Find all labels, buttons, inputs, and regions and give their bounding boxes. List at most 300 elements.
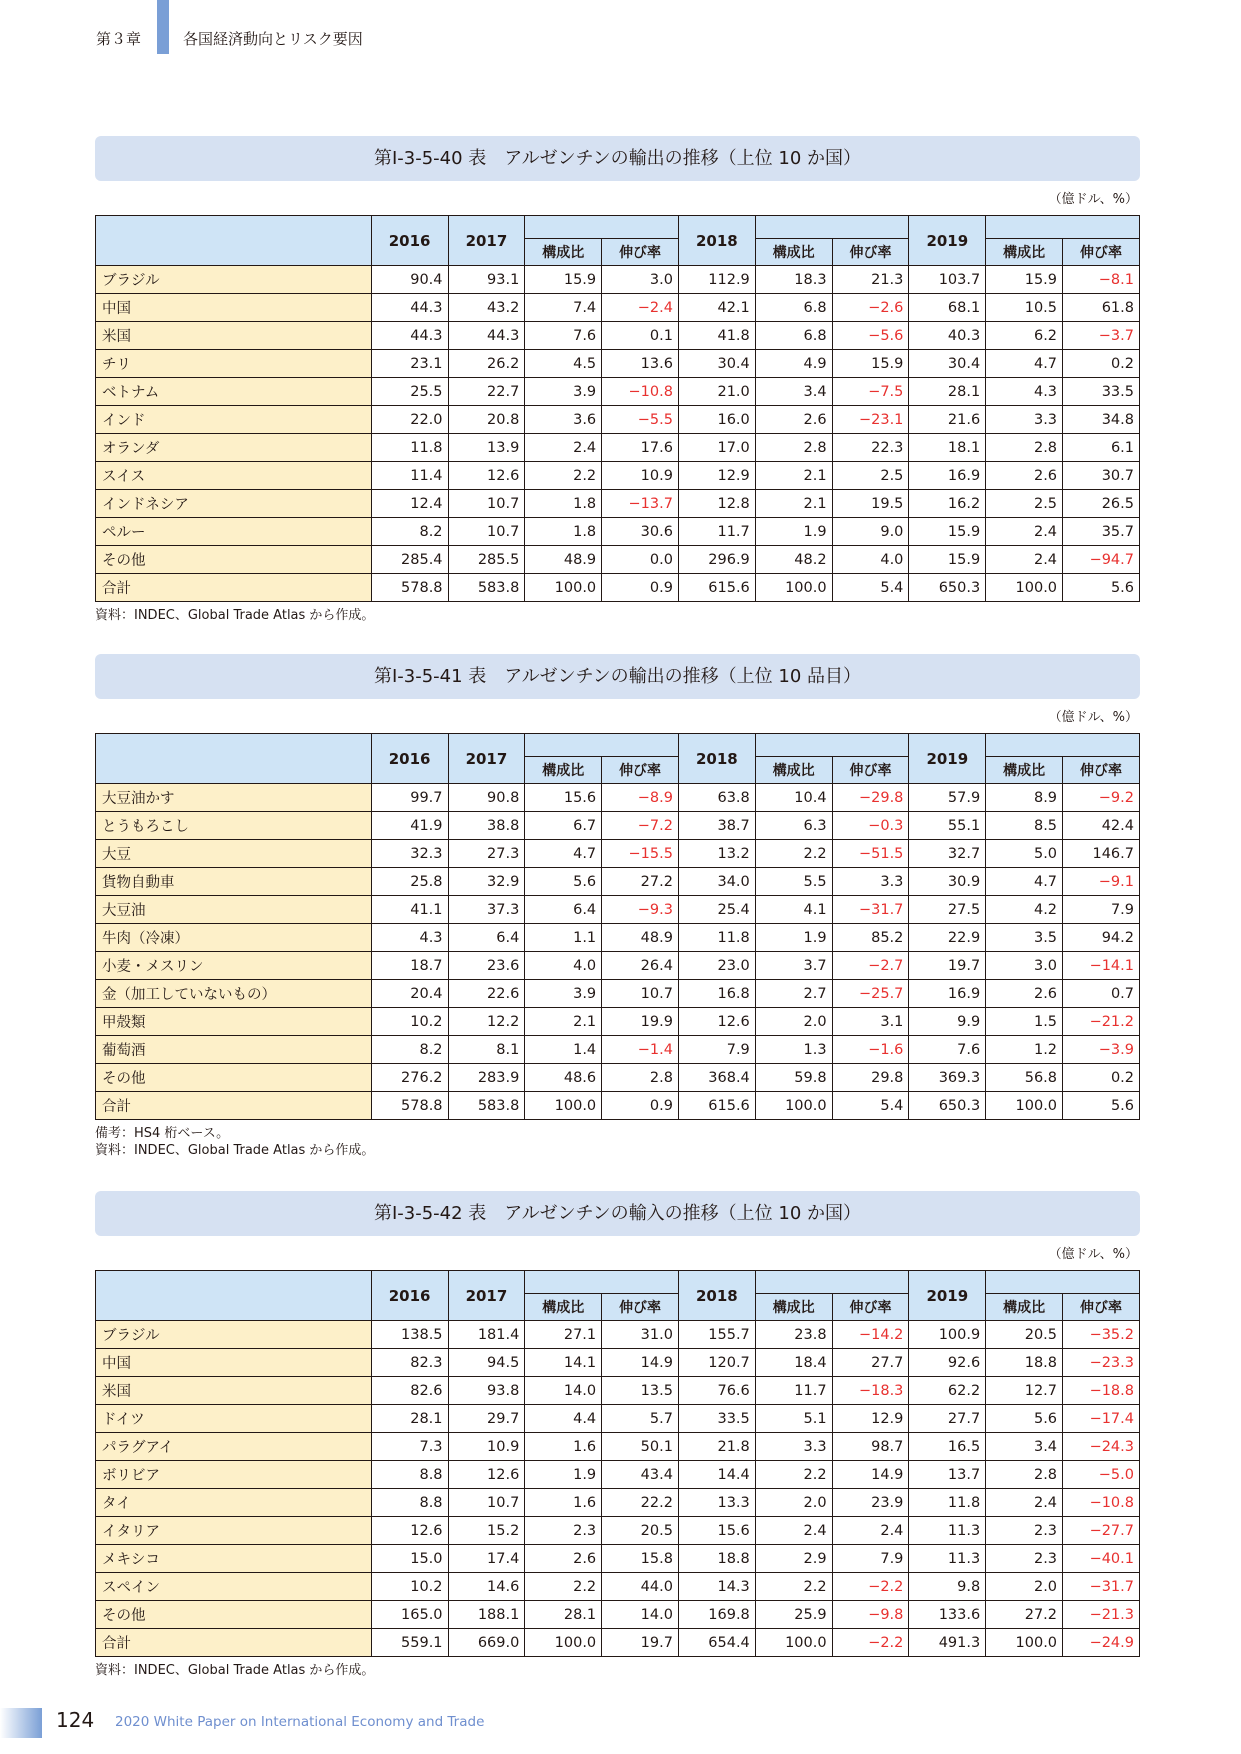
data-cell: 32.3 xyxy=(371,840,448,868)
row-label: ブラジル xyxy=(96,266,372,294)
data-cell: 2.6 xyxy=(755,406,832,434)
data-cell: −29.8 xyxy=(832,784,909,812)
data-cell: 2.0 xyxy=(755,1489,832,1517)
header-spacer xyxy=(755,1271,909,1294)
row-label: ベトナム xyxy=(96,378,372,406)
data-cell: 615.6 xyxy=(678,574,755,602)
share-header: 構成比 xyxy=(986,239,1063,266)
data-cell: 4.1 xyxy=(755,896,832,924)
data-cell: 7.6 xyxy=(909,1036,986,1064)
data-cell: −13.7 xyxy=(602,490,679,518)
data-cell: 2.6 xyxy=(525,1545,602,1573)
data-cell: 1.2 xyxy=(986,1036,1063,1064)
data-cell: 25.5 xyxy=(371,378,448,406)
data-cell: 30.4 xyxy=(909,350,986,378)
data-cell: 23.6 xyxy=(448,952,525,980)
data-cell: 17.0 xyxy=(678,434,755,462)
data-cell: 285.4 xyxy=(371,546,448,574)
data-cell: 120.7 xyxy=(678,1349,755,1377)
table-row xyxy=(96,1349,1140,1377)
data-cell: 2.1 xyxy=(525,1008,602,1036)
table-row xyxy=(96,350,1140,378)
year-header-2019: 2019 xyxy=(909,734,986,784)
page-header xyxy=(0,0,1241,60)
data-cell: 8.1 xyxy=(448,1036,525,1064)
data-cell: 48.9 xyxy=(602,924,679,952)
data-cell: 14.3 xyxy=(678,1573,755,1601)
data-cell: 62.2 xyxy=(909,1377,986,1405)
data-cell: 57.9 xyxy=(909,784,986,812)
data-cell: 43.4 xyxy=(602,1461,679,1489)
row-label: インド xyxy=(96,406,372,434)
data-cell: −18.8 xyxy=(1063,1377,1140,1405)
data-cell: 10.7 xyxy=(448,518,525,546)
data-cell: 22.0 xyxy=(371,406,448,434)
table-row xyxy=(96,574,1140,602)
data-cell: −21.3 xyxy=(1063,1601,1140,1629)
data-cell: 6.7 xyxy=(525,812,602,840)
data-cell: 23.0 xyxy=(678,952,755,980)
data-cell: 19.9 xyxy=(602,1008,679,1036)
data-cell: 16.8 xyxy=(678,980,755,1008)
year-header-2017: 2017 xyxy=(448,216,525,266)
data-cell: 23.1 xyxy=(371,350,448,378)
data-cell: 4.2 xyxy=(986,896,1063,924)
table-row xyxy=(96,784,1140,812)
table-row xyxy=(96,294,1140,322)
table-notes xyxy=(95,1662,1140,1679)
data-cell: 285.5 xyxy=(448,546,525,574)
data-cell: 27.5 xyxy=(909,896,986,924)
data-cell: 3.3 xyxy=(755,1433,832,1461)
data-cell: 2.2 xyxy=(525,1573,602,1601)
data-cell: 0.0 xyxy=(602,546,679,574)
data-cell: 44.3 xyxy=(371,294,448,322)
growth-header: 伸び率 xyxy=(832,757,909,784)
header-spacer xyxy=(986,1271,1140,1294)
data-cell: 14.0 xyxy=(602,1601,679,1629)
header-corner-cell xyxy=(96,216,372,266)
data-cell: −17.4 xyxy=(1063,1405,1140,1433)
growth-header: 伸び率 xyxy=(602,1294,679,1321)
source-note: 資料：INDEC、Global Trade Atlas から作成。 xyxy=(95,1663,375,1678)
data-cell: 15.6 xyxy=(525,784,602,812)
data-cell: 14.9 xyxy=(832,1461,909,1489)
year-header-2019: 2019 xyxy=(909,1271,986,1321)
share-header: 構成比 xyxy=(525,239,602,266)
data-cell: 18.3 xyxy=(755,266,832,294)
share-header: 構成比 xyxy=(755,757,832,784)
data-cell: 578.8 xyxy=(371,1092,448,1120)
year-header-2019: 2019 xyxy=(909,216,986,266)
data-cell: −0.3 xyxy=(832,812,909,840)
data-cell: 559.1 xyxy=(371,1629,448,1657)
data-cell: −15.5 xyxy=(602,840,679,868)
data-cell: 30.6 xyxy=(602,518,679,546)
table-row xyxy=(96,1377,1140,1405)
data-cell: 0.9 xyxy=(602,574,679,602)
row-label: 中国 xyxy=(96,294,372,322)
table-row xyxy=(96,1573,1140,1601)
share-header: 構成比 xyxy=(525,1294,602,1321)
data-cell: 1.6 xyxy=(525,1433,602,1461)
data-cell: −24.3 xyxy=(1063,1433,1140,1461)
growth-header: 伸び率 xyxy=(832,239,909,266)
data-cell: 12.6 xyxy=(448,1461,525,1489)
data-cell: −9.8 xyxy=(832,1601,909,1629)
data-cell: 103.7 xyxy=(909,266,986,294)
data-cell: 3.9 xyxy=(525,378,602,406)
data-cell: 94.2 xyxy=(1063,924,1140,952)
data-cell: 34.0 xyxy=(678,868,755,896)
data-cell: 4.7 xyxy=(986,868,1063,896)
data-cell: 22.7 xyxy=(448,378,525,406)
data-cell: 32.7 xyxy=(909,840,986,868)
data-cell: −31.7 xyxy=(832,896,909,924)
table-notes xyxy=(95,607,1140,624)
data-cell: 28.1 xyxy=(525,1601,602,1629)
data-cell: 4.7 xyxy=(525,840,602,868)
data-cell: 41.8 xyxy=(678,322,755,350)
data-cell: 0.2 xyxy=(1063,350,1140,378)
data-cell: 1.3 xyxy=(755,1036,832,1064)
share-header: 構成比 xyxy=(755,239,832,266)
table-row xyxy=(96,546,1140,574)
data-cell: 13.5 xyxy=(602,1377,679,1405)
data-cell: 10.5 xyxy=(986,294,1063,322)
data-cell: 8.2 xyxy=(371,518,448,546)
data-cell: 98.7 xyxy=(832,1433,909,1461)
share-header: 構成比 xyxy=(986,757,1063,784)
data-cell: 14.6 xyxy=(448,1573,525,1601)
data-cell: 44.3 xyxy=(448,322,525,350)
row-label: 貨物自動車 xyxy=(96,868,372,896)
data-cell: 40.3 xyxy=(909,322,986,350)
table-row xyxy=(96,924,1140,952)
data-cell: 1.4 xyxy=(525,1036,602,1064)
table-title: 第Ⅰ-3-5-42 表 アルゼンチンの輸入の推移（上位 10 か国） xyxy=(95,1191,1140,1236)
data-cell: 16.9 xyxy=(909,462,986,490)
data-cell: 41.1 xyxy=(371,896,448,924)
data-cell: −2.7 xyxy=(832,952,909,980)
data-cell: −1.6 xyxy=(832,1036,909,1064)
data-cell: 13.6 xyxy=(602,350,679,378)
data-cell: 138.5 xyxy=(371,1321,448,1349)
data-cell: 10.7 xyxy=(448,490,525,518)
data-cell: 29.7 xyxy=(448,1405,525,1433)
data-cell: 33.5 xyxy=(1063,378,1140,406)
data-cell: 155.7 xyxy=(678,1321,755,1349)
table-row xyxy=(96,322,1140,350)
data-cell: 12.2 xyxy=(448,1008,525,1036)
data-cell: 5.6 xyxy=(1063,1092,1140,1120)
data-cell: 76.6 xyxy=(678,1377,755,1405)
data-cell: 44.3 xyxy=(371,322,448,350)
source-note: 資料：INDEC、Global Trade Atlas から作成。 xyxy=(95,608,375,623)
data-cell: 2.4 xyxy=(832,1517,909,1545)
data-cell: 11.3 xyxy=(909,1517,986,1545)
data-cell: 491.3 xyxy=(909,1629,986,1657)
data-cell: 93.8 xyxy=(448,1377,525,1405)
data-cell: 12.7 xyxy=(986,1377,1063,1405)
data-cell: 2.0 xyxy=(986,1573,1063,1601)
data-cell: 35.7 xyxy=(1063,518,1140,546)
data-cell: 37.3 xyxy=(448,896,525,924)
header-spacer xyxy=(986,734,1140,757)
data-cell: 112.9 xyxy=(678,266,755,294)
table-row xyxy=(96,1405,1140,1433)
data-cell: −5.5 xyxy=(602,406,679,434)
data-cell: 3.1 xyxy=(832,1008,909,1036)
data-cell: 583.8 xyxy=(448,1092,525,1120)
data-cell: −51.5 xyxy=(832,840,909,868)
data-cell: −9.3 xyxy=(602,896,679,924)
data-cell: 10.4 xyxy=(755,784,832,812)
data-cell: 2.5 xyxy=(832,462,909,490)
data-cell: 3.0 xyxy=(986,952,1063,980)
data-cell: 1.5 xyxy=(986,1008,1063,1036)
data-cell: 15.9 xyxy=(909,546,986,574)
data-cell: 48.6 xyxy=(525,1064,602,1092)
data-cell: 5.5 xyxy=(755,868,832,896)
data-cell: 18.8 xyxy=(678,1545,755,1573)
data-cell: 1.9 xyxy=(755,924,832,952)
data-cell: −9.1 xyxy=(1063,868,1140,896)
data-cell: 94.5 xyxy=(448,1349,525,1377)
data-cell: 16.0 xyxy=(678,406,755,434)
data-cell: −8.9 xyxy=(602,784,679,812)
data-cell: 0.1 xyxy=(602,322,679,350)
data-cell: 578.8 xyxy=(371,574,448,602)
row-label: スイス xyxy=(96,462,372,490)
header-spacer xyxy=(986,216,1140,239)
data-cell: 5.6 xyxy=(986,1405,1063,1433)
table-block-exports-countries xyxy=(95,136,1140,624)
data-cell: 165.0 xyxy=(371,1601,448,1629)
data-cell: 23.9 xyxy=(832,1489,909,1517)
data-cell: 27.1 xyxy=(525,1321,602,1349)
data-cell: 5.6 xyxy=(525,868,602,896)
data-cell: 16.5 xyxy=(909,1433,986,1461)
data-cell: 100.0 xyxy=(986,574,1063,602)
data-cell: 2.2 xyxy=(755,840,832,868)
data-cell: 13.3 xyxy=(678,1489,755,1517)
data-cell: 18.4 xyxy=(755,1349,832,1377)
data-cell: −10.8 xyxy=(1063,1489,1140,1517)
data-cell: 93.1 xyxy=(448,266,525,294)
data-cell: 3.5 xyxy=(986,924,1063,952)
row-label: 大豆油 xyxy=(96,896,372,924)
data-cell: 12.9 xyxy=(832,1405,909,1433)
data-cell: 11.8 xyxy=(371,434,448,462)
data-cell: 15.8 xyxy=(602,1545,679,1573)
table-row xyxy=(96,1601,1140,1629)
share-header: 構成比 xyxy=(525,757,602,784)
data-cell: 5.1 xyxy=(755,1405,832,1433)
row-label: その他 xyxy=(96,1601,372,1629)
data-cell: −5.6 xyxy=(832,322,909,350)
data-cell: 27.2 xyxy=(602,868,679,896)
data-cell: 14.9 xyxy=(602,1349,679,1377)
data-cell: 13.2 xyxy=(678,840,755,868)
data-cell: 10.9 xyxy=(602,462,679,490)
table-row xyxy=(96,1092,1140,1120)
row-label: 金（加工していないもの） xyxy=(96,980,372,1008)
data-cell: 0.7 xyxy=(1063,980,1140,1008)
chapter-title: 各国経済動向とリスク要因 xyxy=(183,30,363,48)
row-label: イタリア xyxy=(96,1517,372,1545)
row-label: チリ xyxy=(96,350,372,378)
data-cell: 11.3 xyxy=(909,1545,986,1573)
data-cell: 181.4 xyxy=(448,1321,525,1349)
footer-text: 2020 White Paper on International Economy and Trade xyxy=(115,1714,485,1730)
data-cell: 5.7 xyxy=(602,1405,679,1433)
data-table xyxy=(95,215,1140,602)
data-cell: 16.2 xyxy=(909,490,986,518)
data-cell: 10.2 xyxy=(371,1573,448,1601)
row-label: 小麦・メスリン xyxy=(96,952,372,980)
header-spacer xyxy=(525,734,679,757)
data-cell: 11.7 xyxy=(755,1377,832,1405)
growth-header: 伸び率 xyxy=(1063,239,1140,266)
data-cell: 2.2 xyxy=(755,1573,832,1601)
data-cell: 6.3 xyxy=(755,812,832,840)
row-label: 米国 xyxy=(96,322,372,350)
data-cell: 1.9 xyxy=(525,1461,602,1489)
table-row xyxy=(96,1321,1140,1349)
data-cell: 4.9 xyxy=(755,350,832,378)
data-cell: 20.8 xyxy=(448,406,525,434)
data-cell: 12.4 xyxy=(371,490,448,518)
table-row xyxy=(96,406,1140,434)
data-cell: 22.3 xyxy=(832,434,909,462)
row-label: タイ xyxy=(96,1489,372,1517)
data-cell: 8.8 xyxy=(371,1489,448,1517)
data-cell: 17.6 xyxy=(602,434,679,462)
data-cell: 30.9 xyxy=(909,868,986,896)
data-cell: −35.2 xyxy=(1063,1321,1140,1349)
header-row-years xyxy=(96,734,1140,757)
data-cell: 2.4 xyxy=(755,1517,832,1545)
data-cell: 4.5 xyxy=(525,350,602,378)
table-row xyxy=(96,840,1140,868)
data-cell: 2.6 xyxy=(986,462,1063,490)
data-cell: 4.0 xyxy=(832,546,909,574)
row-label: 中国 xyxy=(96,1349,372,1377)
data-cell: −40.1 xyxy=(1063,1545,1140,1573)
data-cell: 55.1 xyxy=(909,812,986,840)
year-header-2016: 2016 xyxy=(371,734,448,784)
data-cell: 146.7 xyxy=(1063,840,1140,868)
data-cell: 15.9 xyxy=(525,266,602,294)
data-cell: 4.4 xyxy=(525,1405,602,1433)
data-cell: 2.3 xyxy=(986,1517,1063,1545)
data-cell: 8.8 xyxy=(371,1461,448,1489)
data-cell: 2.4 xyxy=(986,546,1063,574)
data-cell: 4.7 xyxy=(986,350,1063,378)
data-cell: 63.8 xyxy=(678,784,755,812)
row-label: 合計 xyxy=(96,1629,372,1657)
row-label: 米国 xyxy=(96,1377,372,1405)
header-row-years xyxy=(96,1271,1140,1294)
source-note: 資料：INDEC、Global Trade Atlas から作成。 xyxy=(95,1143,375,1158)
data-cell: 654.4 xyxy=(678,1629,755,1657)
source-note: 備考：HS4 桁ベース。 xyxy=(95,1126,230,1141)
data-cell: 669.0 xyxy=(448,1629,525,1657)
header-corner-cell xyxy=(96,734,372,784)
data-cell: 2.5 xyxy=(986,490,1063,518)
data-cell: 2.7 xyxy=(755,980,832,1008)
table-row xyxy=(96,1008,1140,1036)
data-cell: 11.8 xyxy=(678,924,755,952)
data-cell: 10.9 xyxy=(448,1433,525,1461)
data-cell: −3.9 xyxy=(1063,1036,1140,1064)
data-cell: −7.5 xyxy=(832,378,909,406)
row-label: 大豆油かす xyxy=(96,784,372,812)
data-cell: −2.6 xyxy=(832,294,909,322)
data-cell: 100.0 xyxy=(986,1092,1063,1120)
data-cell: 10.2 xyxy=(371,1008,448,1036)
data-cell: 68.1 xyxy=(909,294,986,322)
data-cell: 38.7 xyxy=(678,812,755,840)
data-cell: −5.0 xyxy=(1063,1461,1140,1489)
data-cell: −7.2 xyxy=(602,812,679,840)
row-label: ドイツ xyxy=(96,1405,372,1433)
table-row xyxy=(96,1036,1140,1064)
data-cell: 18.1 xyxy=(909,434,986,462)
data-cell: 13.9 xyxy=(448,434,525,462)
data-cell: 1.8 xyxy=(525,518,602,546)
data-cell: 3.9 xyxy=(525,980,602,1008)
row-label: とうもろこし xyxy=(96,812,372,840)
data-cell: 10.7 xyxy=(602,980,679,1008)
data-cell: 25.4 xyxy=(678,896,755,924)
data-cell: 14.1 xyxy=(525,1349,602,1377)
data-cell: 3.4 xyxy=(755,378,832,406)
table-row xyxy=(96,868,1140,896)
row-label: その他 xyxy=(96,1064,372,1092)
data-cell: −2.2 xyxy=(832,1573,909,1601)
data-cell: 19.7 xyxy=(602,1629,679,1657)
data-cell: 2.1 xyxy=(755,490,832,518)
chapter-accent-bar xyxy=(157,0,169,54)
row-label: ペルー xyxy=(96,518,372,546)
header-spacer xyxy=(755,216,909,239)
header-spacer xyxy=(525,1271,679,1294)
data-cell: 2.1 xyxy=(755,462,832,490)
data-cell: 368.4 xyxy=(678,1064,755,1092)
year-header-2018: 2018 xyxy=(678,734,755,784)
table-row xyxy=(96,1461,1140,1489)
share-header: 構成比 xyxy=(755,1294,832,1321)
data-cell: 6.8 xyxy=(755,322,832,350)
data-cell: 8.9 xyxy=(986,784,1063,812)
table-row xyxy=(96,812,1140,840)
data-cell: 100.0 xyxy=(986,1629,1063,1657)
data-cell: −31.7 xyxy=(1063,1573,1140,1601)
data-cell: 12.8 xyxy=(678,490,755,518)
data-cell: 2.0 xyxy=(755,1008,832,1036)
table-row xyxy=(96,434,1140,462)
data-cell: 7.9 xyxy=(1063,896,1140,924)
table-row xyxy=(96,952,1140,980)
data-cell: 1.8 xyxy=(525,490,602,518)
data-cell: 100.0 xyxy=(525,1092,602,1120)
data-cell: 5.6 xyxy=(1063,574,1140,602)
data-cell: 9.8 xyxy=(909,1573,986,1601)
row-label: ブラジル xyxy=(96,1321,372,1349)
row-label: 牛肉（冷凍） xyxy=(96,924,372,952)
